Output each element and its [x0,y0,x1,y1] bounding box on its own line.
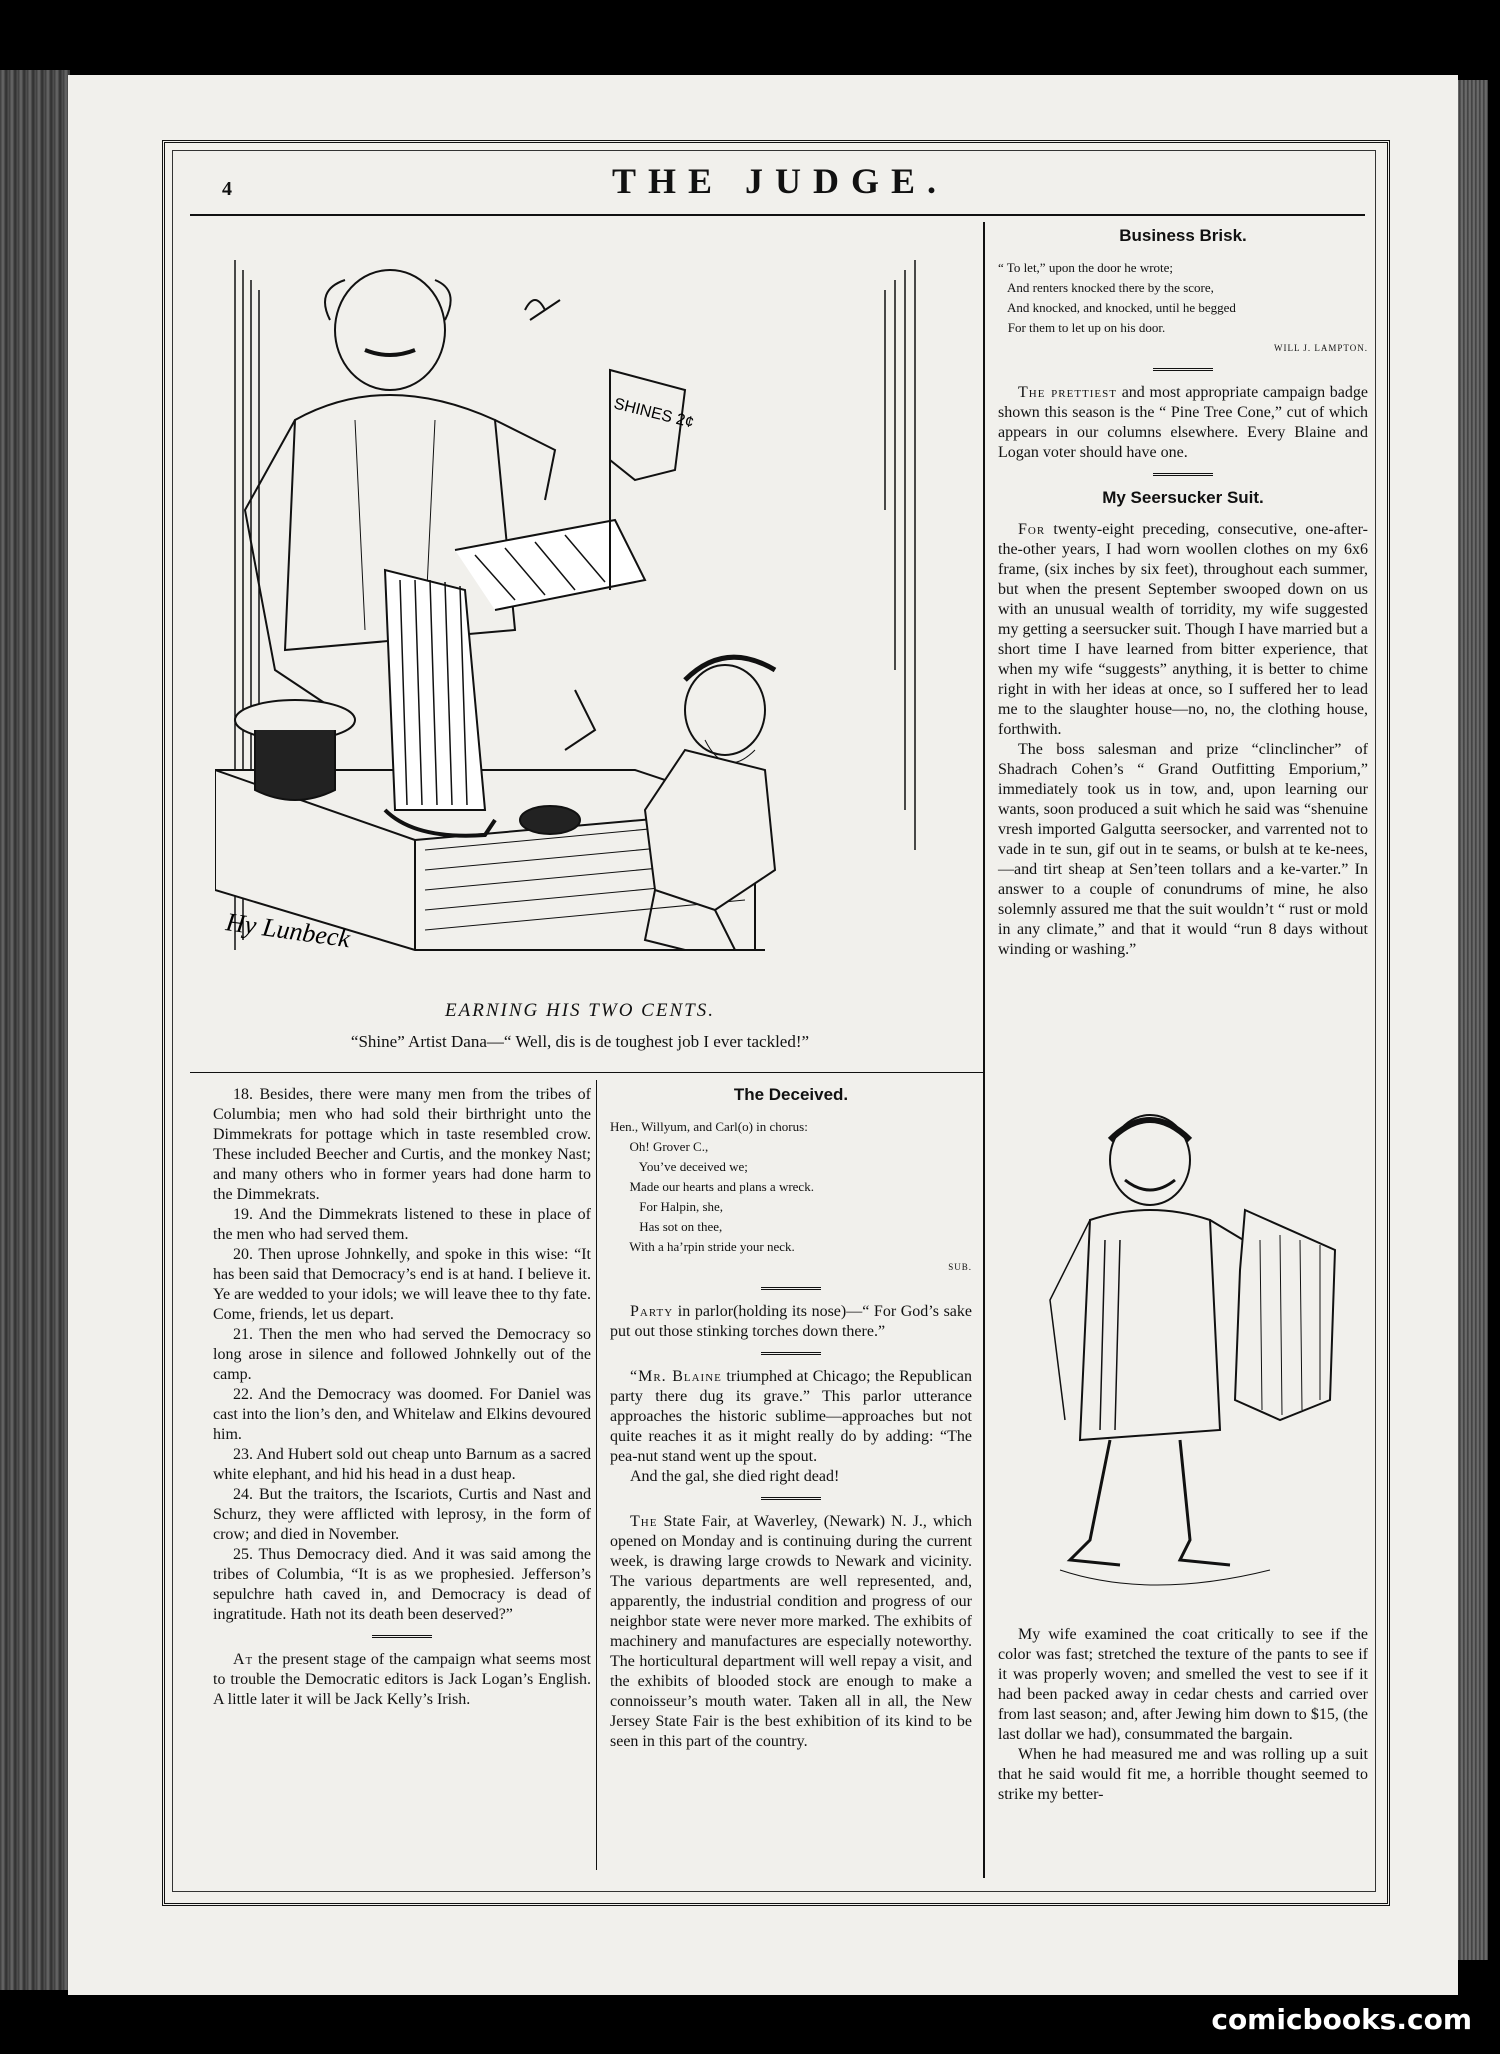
separator-rule [761,1497,821,1502]
cartoon-illustration [215,250,955,990]
deceived-heading: The Deceived. [733,1085,849,1104]
poem-signature: SUB. [948,1262,972,1272]
poem-line: With a ha’rpin stride your neck. [610,1239,795,1254]
seersucker-paragraph-3: My wife examined the coat critically to see if the color was fast; stretched the texture of the pants to see if it was properly woven; and smelled the vest to see if it had been packed away in cedar chests and carried over from last season; and, after Jewing him down to $15, (the last dollar we had), consummated the bargain. [998,1626,1368,1743]
blaine-lead: “Mr. Blaine [630,1368,722,1385]
suit-text-1: twenty-eight preceding, consecutive, one-after-the-other years, I had worn woollen clothes on my 6x6 frame, (six inches by six feet), throughout each summer, but when the present September swooped down on us with an unusual wealth of torridity, my wife suggested my getting a seersucker suit. Though I have married but a short time I have learned from bitter experience, that when my wife “suggests” anything, it is better to chime right in with her ideas at once, so I suffered her to lead me to the slaughter house—no, no, the clothing house, forthwith. [998,521,1368,738]
poem-signature: WILL J. LAMPTON. [1274,343,1368,353]
blaine-paragraph [610,1367,972,1467]
verse-25: 25. Thus Democracy died. And it was said among the tribes of Columbia, “It is as we prophesied. Jefferson’s sepulchre hath caved in, and Democracy is dead of ingratitude. Hath not its death been deserved?” [213,1546,591,1623]
verse-18: 18. Besides, there were many men from the tribes of Columbia; men who had sold their birthright unto the Dimmekrats for pottage which in taste resembled crow. These included Beecher and Curtis, and the monkey Nast; and many others who in former years had done harm to the Dimmekrats. [213,1086,591,1203]
page-header [190,160,1370,215]
separator-rule [761,1352,821,1357]
deceived-poem [610,1117,972,1257]
page-number: 4 [222,178,232,200]
poem-line: For Halpin, she, [610,1199,724,1214]
separator-rule [761,1287,821,1292]
blaine-closing: And the gal, she died right dead! [630,1468,840,1485]
column-right [998,226,1368,960]
pine-cone-paragraph [998,383,1368,463]
verse-24: 24. But the traitors, the Iscariots, Curtis and Nast and Schurz, they were afflicted with leprosy, in the form of crow; and died in November. [213,1486,591,1543]
salesman-illustration [1030,1100,1350,1600]
poem-line: Hen., Willyum, and Carl(o) in chorus: [610,1119,808,1134]
cartoon-caption-title: EARNING HIS TWO CENTS. [445,1000,715,1021]
state-fair-paragraph [610,1512,972,1752]
seersucker-paragraph-1 [998,520,1368,740]
campaign-lead: At [233,1651,254,1668]
poem-line: You’ve deceived we; [610,1159,748,1174]
cartoon-bottom-rule [190,1072,983,1073]
seersucker-paragraph-2: The boss salesman and prize “clinclincher” of Shadrach Cohen’s “ Grand Outfitting Emporium,” immediately took us in tow, and, upon learning our wants, soon produced a suit which he said was “shenuine vresh imported Galgutta seersocker, and varrented not to vade in te sun, gif out in te seams, or bulsh at te ke-nees, —and tirt sheap at Sen’teen tollars and a ke-varter.” In answer to a couple of conundrums of mine, he also solemnly assured me that the suit wouldn’t “ rust or mold in any climate,” and that it would “run 8 days without winding or washing.” [998,741,1368,958]
pine-text: and most appropriate campaign badge shown this season is the “ Pine Tree Cone,” cut of which appears in our columns elsewhere. Every Blaine and Logan voter should have one. [998,384,1368,461]
business-brisk-heading: Business Brisk. [1119,226,1247,245]
seersucker-paragraph-4: When he had measured me and was rolling up a suit that he said would fit me, a horrible thought seemed to strike my better- [998,1746,1368,1803]
poem-line: Oh! Grover C., [610,1139,709,1154]
sign-text: SHINES 2¢ [612,395,696,432]
fair-text: State Fair, at Waverley, (Newark) N. J., which opened on Monday and is continuing during the current week, is drawing large crowds to Newark and vicinity. The various departments are well represented, and, apparently, the industrial condition and progress of our neighbor state were never more marked. The exhibits of machinery and manufactures are especially noteworthy. The horticultural department will well repay a visit, and the exhibits of blooded stock are enough to make a connoisseur’s mouth water. Taken all in all, the New Jersey State Fair is the best exhibition of its kind to be seen in this part of the country. [610,1513,972,1750]
poem-line: “ To let,” upon the door he wrote; [998,260,1174,275]
party-paragraph [610,1302,972,1342]
poem-line: And renters knocked there by the score, [998,280,1214,295]
verse-23: 23. And Hubert sold out cheap unto Barnum as a sacred white elephant, and hid his head in a dust heap. [213,1446,591,1483]
watermark-logo: comicbooks.com [1211,2003,1472,2036]
campaign-paragraph [213,1650,591,1710]
artist-signature: Hy Lunbeck [224,907,352,954]
fair-lead: The [630,1513,658,1530]
book-binding [0,70,70,1990]
column-divider-middle [596,1080,597,1870]
column-left [213,1085,591,1710]
verse-20: 20. Then uprose Johnkelly, and spoke in this wise: “It has been said that Democracy’s end is at hand. I believe it. Ye are wedded to your idols; we will leave thee to thy fate. Come, friends, let us depart. [213,1246,591,1323]
verse-22: 22. And the Democracy was doomed. For Daniel was cast into the lion’s den, and Whitelaw and Elkins devoured him. [213,1386,591,1443]
header-rule [190,214,1365,216]
blaine-text: triumphed at Chicago; the Republican party there dug its grave.” This parlor utterance approaches the historic sublime—approaches but not quite reaches it as it might really do by adding: “The pea-nut stand went up the spout. [610,1368,972,1465]
poem-line: Has sot on thee, [610,1219,723,1234]
business-brisk-poem [998,258,1368,338]
seersucker-heading: My Seersucker Suit. [1102,488,1264,507]
campaign-text: the present stage of the campaign what seems most to trouble the Democratic editors is Jack Logan’s English. A little later it will be Jack Kelly’s Irish. [213,1651,591,1708]
pine-lead: The prettiest [1018,384,1117,401]
party-lead: Party [630,1303,674,1320]
column-right-continued [998,1625,1368,1805]
column-divider-right [983,222,985,1878]
party-text: in parlor(holding its nose)—“ For God’s sake put out those stinking torches down there.” [610,1303,972,1340]
poem-line: For them to let up on his door. [998,320,1166,335]
poem-line: And knocked, and knocked, until he begged [998,300,1236,315]
separator-rule [372,1635,432,1640]
cartoon-caption-quote: “Shine” Artist Dana—“ Well, dis is de toughest job I ever tackled!” [350,1032,810,1051]
masthead-title: THE JUDGE. [611,161,949,201]
separator-rule [1153,368,1213,373]
verse-21: 21. Then the men who had served the Democracy so long arose in silence and followed Johnkelly out of the camp. [213,1326,591,1383]
suit-lead: For [1018,521,1046,538]
poem-line: Made our hearts and plans a wreck. [610,1179,814,1194]
column-middle [610,1085,972,1752]
separator-rule [1153,473,1213,478]
shoe-brush [520,806,580,834]
verse-19: 19. And the Dimmekrats listened to these in place of the men who had served them. [213,1206,591,1243]
